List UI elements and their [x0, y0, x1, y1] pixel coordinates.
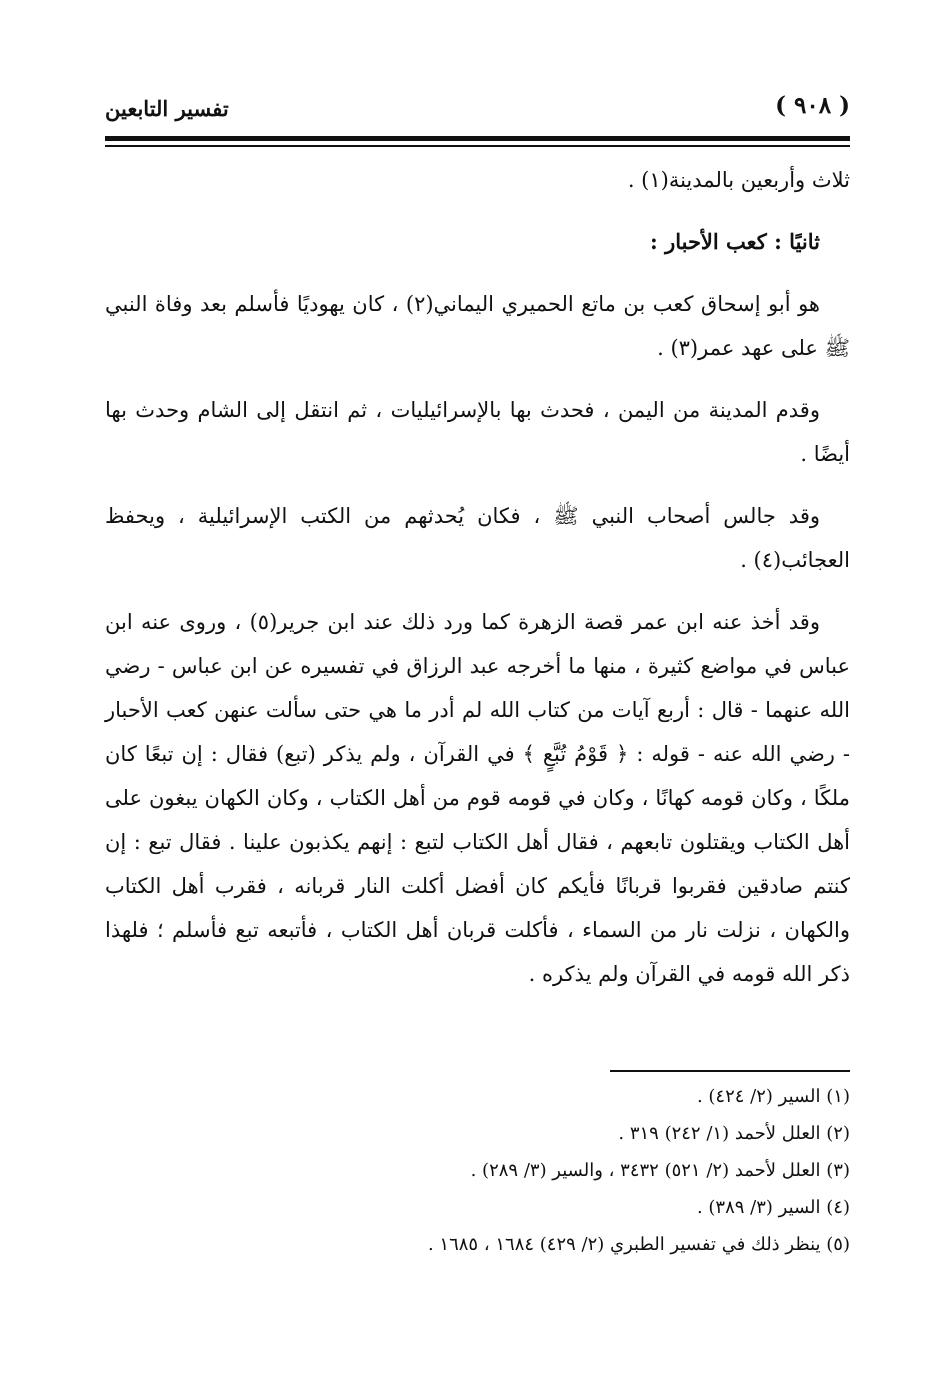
section-heading: ثانيًا : كعب الأحبار :: [650, 229, 820, 254]
footnote-5: (٥) ينظر ذلك في تفسير الطبري (٢/ ٤٢٩) ١٦٨٤ ، ١٦٨٥ .: [427, 1234, 850, 1255]
page-number: ( ٩٠٨ ): [775, 92, 850, 119]
paragraph-3: وقدم المدينة من اليمن ، فحدث بها بالإسرائيليات ، ثم انتقل إلى الشام وحدث بها أيضًا .: [105, 398, 850, 466]
main-text: [105, 158, 850, 1014]
header-rule-thick: [105, 136, 850, 141]
paragraph-5: وقد أخذ عنه ابن عمر قصة الزهرة كما ورد ذلك عند ابن جرير(٥) ، وروى عنه ابن عباس في مواضع كثيرة ، منها ما أخرجه عبد الرزاق في تفسيره عن ابن عباس - رضي الله عنهما - قال : أربع آيات من كتاب الله لم أدر ما هي حتى سألت عنهن كعب الأحبار - رضي الله عنه - قوله : ﴿ قَوْمُ تُبَّعٍ ﴾ في القرآن ، ولم يذكر (تبع) فقال : إن تبعًا كان ملكًا ، وكان قومه كهانًا ، وكان في قومه قوم من أهل الكتاب ، وكان الكهان يبغون على أهل الكتاب ويقتلون تابعهم ، فقال أهل الكتاب لتبع : إنهم يكذبون علينا . فقال تبع : إن كنتم صادقين فقربوا قربانًا فأيكم كان أفضل أكلت النار قربانه ، فقرب أهل الكتاب والكهان ، نزلت نار من السماء ، فأكلت قربان أهل الكتاب ، فأتبعه تبع فأسلم ؛ فلهذا ذكر الله قومه في القرآن ولم يذكره .: [105, 610, 850, 986]
header-rule-thin: [105, 145, 850, 147]
footnote-separator: [610, 1070, 850, 1072]
footnote-4: (٤) السير (٣/ ٣٨٩) .: [696, 1197, 850, 1218]
footnote-3: (٣) العلل لأحمد (٢/ ٥٢١) ٣٤٣٢ ، والسير (٣/ ٢٨٩) .: [470, 1160, 850, 1181]
footnotes: [105, 1078, 850, 1263]
footnote-1: (١) السير (٢/ ٤٢٤) .: [696, 1086, 850, 1107]
paragraph-2: هو أبو إسحاق كعب بن ماتع الحميري اليماني(٢) ، كان يهوديًا فأسلم بعد وفاة النبي ﷺ على عهد عمر(٣) .: [105, 292, 850, 360]
running-title: تفسير التابعين: [105, 96, 229, 121]
paragraph-4: وقد جالس أصحاب النبي ﷺ ، فكان يُحدثهم من الكتب الإسرائيلية ، ويحفظ العجائب(٤) .: [105, 504, 850, 572]
page-header: [105, 92, 850, 132]
paragraph-1: ثلاث وأربعين بالمدينة(١) .: [627, 168, 850, 192]
footnote-2: (٢) العلل لأحمد (١/ ٢٤٢) ٣١٩ .: [618, 1123, 850, 1144]
